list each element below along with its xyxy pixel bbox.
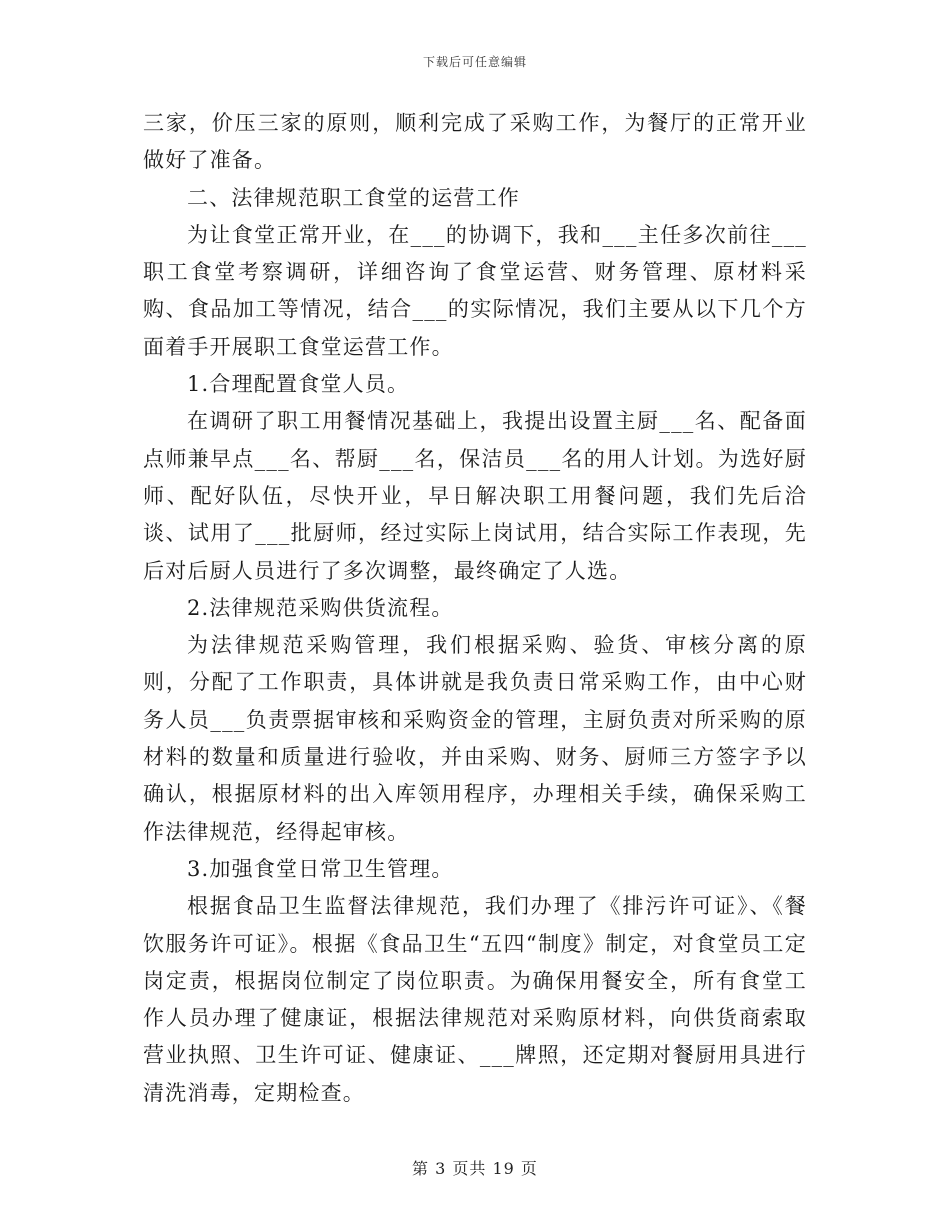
subsection-heading: 1.合理配置食堂人员。 [187, 372, 410, 397]
paragraph: 在调研了职工用餐情况基础上，我提出设置主厨___名、配备面点师兼早点___名、帮厨___名，保洁员___名的用人计划。为选好厨师、配好队伍，尽快开业，早日解决职工用餐问题，我们先后洽谈、试用了___批厨师，经过实际上岗试用，结合实际工作表现，先后对后厨人员进行了多次调整，最终确定了人选。 [143, 409, 807, 583]
paragraph: 根据食品卫生监督法律规范，我们办理了《排污许可证》、《餐饮服务许可证》。根据《食品卫生“五四“制度》制定，对食堂员工定岗定责，根据岗位制定了岗位职责。为确保用餐安全，所有食堂工作人员办理了健康证，根据法律规范对采购原材料，向供货商索取营业执照、卫生许可证、健康证、___牌照，还定期对餐厨用具进行清洗消毒，定期检查。 [143, 894, 807, 1105]
paragraph: 为让食堂正常开业，在___的协调下，我和___主任多次前往___职工食堂考察调研，详细咨询了食堂运营、财务管理、原材料采购、食品加工等情况，结合___的实际情况，我们主要从以下几个方面着手开展职工食堂运营工作。 [143, 222, 807, 359]
document-body [143, 105, 807, 1112]
subsection-heading: 3.加强食堂日常卫生管理。 [187, 856, 454, 881]
page-number: 第 3 页共 19 页 [412, 1159, 538, 1178]
paragraph: 为法律规范采购管理，我们根据采购、验货、审核分离的原则，分配了工作职责，具体讲就是我负责日常采购工作，由中心财务人员___负责票据审核和采购资金的管理，主厨负责对所采购的原材料的数量和质量进行验收，并由采购、财务、厨师三方签字予以确认，根据原材料的出入库领用程序，办理相关手续，确保采购工作法律规范，经得起审核。 [143, 633, 807, 844]
section-heading: 二、法律规范职工食堂的运营工作 [187, 185, 520, 210]
page-header-note: 下载后可任意编辑 [422, 55, 527, 69]
paragraph-continuation: 三家，价压三家的原则，顺利完成了采购工作，为餐厅的正常开业做好了准备。 [143, 111, 807, 173]
subsection-heading: 2.法律规范采购供货流程。 [187, 595, 454, 620]
